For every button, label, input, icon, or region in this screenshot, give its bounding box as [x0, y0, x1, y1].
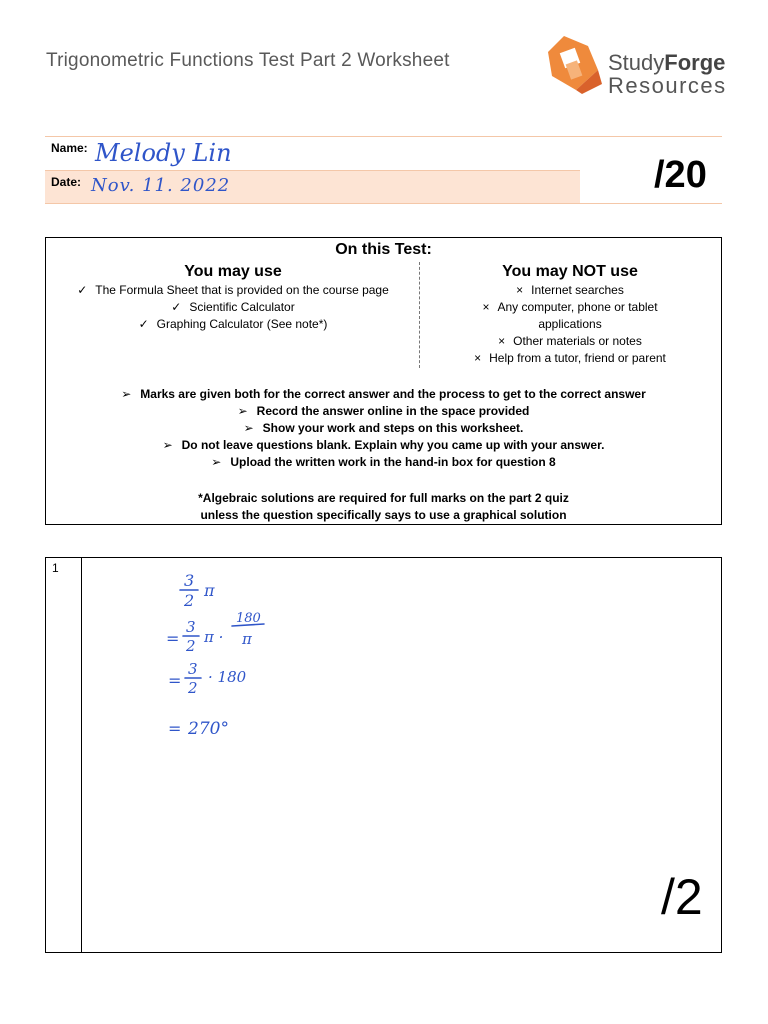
logo-text: [608, 52, 727, 97]
list-item: ➢ Record the answer online in the space provided: [237, 404, 530, 418]
may-use-heading: You may use: [184, 263, 282, 280]
list-item: × Other materials or notes: [498, 334, 642, 348]
svg-text:2: 2: [188, 679, 198, 697]
instructions-list: [46, 386, 721, 471]
handwritten-work: [166, 564, 366, 744]
cross-icon: ×: [516, 283, 524, 297]
list-item: ➢ Marks are given both for the correct answer and the process to get to the correct answer: [121, 387, 646, 401]
name-value: Melody Lin: [95, 139, 232, 167]
work-line: [168, 719, 229, 739]
work-line: [180, 571, 215, 610]
arrow-bullet-icon: ➢: [237, 404, 248, 418]
list-item: × Help from a tutor, friend or parent: [474, 351, 666, 365]
check-icon: ✓: [77, 283, 88, 297]
svg-text:2: 2: [186, 637, 196, 655]
svg-text:270°: 270°: [188, 719, 229, 739]
arrow-bullet-icon: ➢: [121, 387, 132, 401]
algebraic-note: [46, 490, 721, 524]
logo-resources: Resources: [608, 73, 727, 98]
arrow-bullet-icon: ➢: [211, 455, 222, 469]
name-field[interactable]: [45, 136, 722, 170]
work-line: [166, 611, 264, 655]
svg-text:3: 3: [184, 571, 195, 590]
note-line: unless the question specifically says to use a graphical solution: [200, 508, 567, 522]
date-value: Nov. 11. 2022: [91, 175, 231, 196]
svg-text:· 180: · 180: [208, 668, 247, 686]
column-divider: [81, 558, 82, 952]
list-item: ✓ Graphing Calculator (See note*): [138, 317, 328, 331]
question-number: 1: [52, 561, 59, 575]
rules-title: On this Test:: [335, 241, 432, 258]
svg-text:3: 3: [186, 618, 196, 636]
list-item: ➢ Do not leave questions blank. Explain why you came up with your answer.: [162, 438, 605, 452]
cross-icon: ×: [498, 334, 506, 348]
arrow-bullet-icon: ➢: [243, 421, 254, 435]
logo-study: Study: [608, 50, 665, 75]
check-icon: ✓: [171, 300, 182, 314]
may-use-column: [46, 262, 420, 333]
svg-text:2: 2: [184, 591, 195, 610]
may-not-use-heading: You may NOT use: [502, 263, 638, 280]
list-item: × Any computer, phone or tablet applications: [482, 300, 658, 331]
list-item: ✓ The Formula Sheet that is provided on the course page: [77, 283, 389, 297]
svg-text:π ·: π ·: [204, 628, 224, 646]
svg-text:3: 3: [188, 660, 198, 678]
question-score: /2: [661, 869, 703, 925]
may-not-use-column: [420, 262, 720, 367]
date-field[interactable]: [45, 170, 580, 204]
svg-text:=: =: [166, 629, 180, 648]
list-item: ➢ Show your work and steps on this worksheet.: [243, 421, 524, 435]
list-item: ➢ Upload the written work in the hand-in box for question 8: [211, 455, 556, 469]
svg-text:=: =: [168, 719, 182, 738]
svg-text:π: π: [242, 630, 252, 648]
date-label: Date:: [51, 175, 82, 189]
divider: [580, 203, 722, 204]
cross-icon: ×: [482, 300, 490, 314]
work-line: [168, 660, 247, 697]
list-item: ✓ Scientific Calculator: [171, 300, 295, 314]
check-icon: ✓: [138, 317, 149, 331]
document-title: Trigonometric Functions Test Part 2 Worksheet: [46, 50, 450, 71]
svg-text:π: π: [204, 581, 215, 600]
note-line: *Algebraic solutions are required for full marks on the part 2 quiz: [198, 491, 569, 505]
studyforge-logo: [546, 32, 736, 96]
name-label: Name:: [51, 141, 88, 155]
svg-text:180: 180: [236, 611, 261, 626]
total-score: /20: [654, 154, 707, 196]
arrow-bullet-icon: ➢: [162, 438, 173, 452]
cross-icon: ×: [474, 351, 482, 365]
svg-text:=: =: [168, 671, 182, 690]
logo-forge: Forge: [664, 50, 726, 75]
logo-mark-icon: [546, 32, 606, 96]
list-item: × Internet searches: [516, 283, 624, 297]
test-rules-box: [45, 237, 722, 525]
question-box: [45, 557, 722, 953]
